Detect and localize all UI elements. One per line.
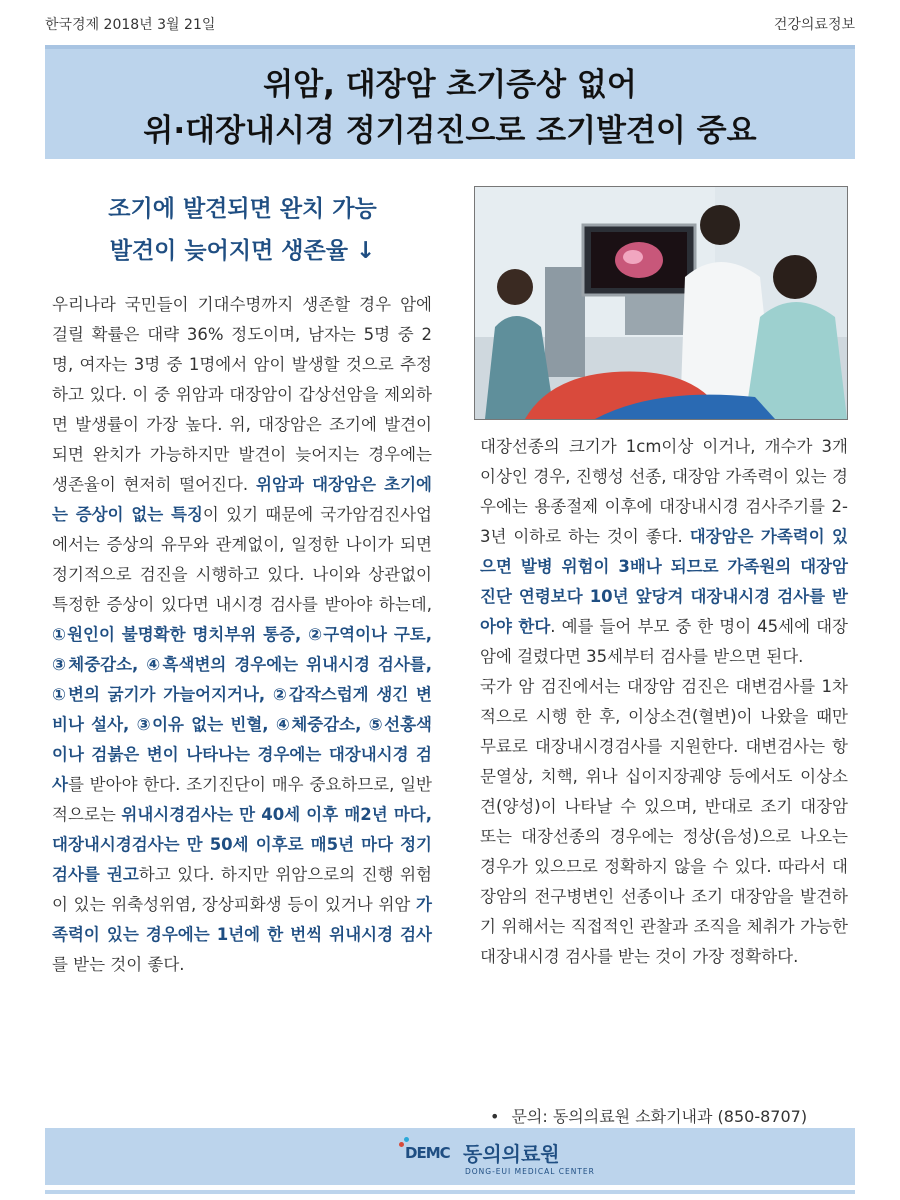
endoscopy-photo: [474, 186, 848, 420]
logo-dot-icon: [399, 1142, 404, 1147]
highlight-run: ①원인이 불명확한 명치부위 통증, ②구역이나 구토, ③체중감소, ④흑색변의 경우에는 위내시경 검사를, ①변의 굵기가 가늘어지거나, ②갑작스럽게 생긴 변비나 설사, ③이유 없는 빈혈, ④체중감소, ⑤선홍색이나 검붉은 변이 나타나는 경우에는 대장내시경 검사: [52, 625, 432, 794]
highlight-run: 가족력이 있는 경우에는 1년에 한 번씩 위내시경 검사: [52, 895, 432, 944]
footer-rule: [45, 1190, 855, 1194]
footer-band: [45, 1128, 855, 1185]
left-paragraph: [52, 290, 432, 980]
contact-text: 문의: 동의의료원 소화기내과 (850-8707): [511, 1107, 808, 1126]
text-run: 대장선종의 크기가 1cm이상 이거나, 개수가 3개 이상인 경우, 진행성 선종, 대장암 가족력이 있는 경우에는 용종절제 이후에 대장내시경 검사주기를 2-3년 이하로 하는 것이 좋다.: [480, 437, 848, 546]
logo-subtext: DONG-EUI MEDICAL CENTER: [465, 1167, 595, 1176]
subhead-line-1: 조기에 발견되면 완치 가능: [108, 196, 377, 222]
contact-line: [490, 1104, 807, 1127]
headline-line-1: 위암, 대장암 초기증상 없어: [263, 67, 637, 103]
header-line: [45, 10, 855, 32]
text-run: 우리나라 국민들이 기대수명까지 생존할 경우 암에 걸릴 확률은 대략 36% 정도이며, 남자는 5명 중 2명, 여자는 3명 중 1명에서 암이 발생할 것으로 추정하고 있다. 이 중 위암과 대장암이 갑상선암을 제외하면 발생률이 가장 높다. 위, 대장암은 조기에 발견이 되면 완치가 가능하지만 발견이 늦어지는 경우에는 생존율이 현저히 떨어진다.: [52, 295, 432, 494]
logo-dot-icon: [404, 1137, 409, 1142]
right-column: [480, 432, 848, 972]
logo-mark: DEMC: [405, 1144, 450, 1162]
subhead-line-2: 발견이 늦어지면 생존율 ↓: [109, 238, 376, 264]
headline-rule: [45, 155, 855, 159]
hospital-logo: [405, 1136, 605, 1180]
bullet-icon: •: [490, 1107, 500, 1126]
text-run: 를 받는 것이 좋다.: [52, 955, 185, 974]
highlight-run: 위내시경검사는 만 40세 이후 매2년 마다, 대장내시경검사는 만 50세 이후로 매5년 마다 정기검사를 권고: [52, 805, 432, 884]
left-column: [52, 290, 432, 980]
right-paragraph-2: 국가 암 검진에서는 대장암 검진은 대변검사를 1차적으로 시행 한 후, 이상소견(혈변)이 나왔을 때만 무료로 대장내시경검사를 지원한다. 대변검사는 항문열상, 치핵, 위나 십이지장궤양 등에서도 이상소견(양성)이 나타날 수 있으며, 반대로 조기 대장암 또는 대장선종의 경우에는 정상(음성)으로 나오는 경우가 있으므로 정확하지 않을 수 있다. 따라서 대장암의 전구병변인 선종이나 조기 대장암을 발견하기 위해서는 직접적인 관찰과 조직을 체취가 가능한 대장내시경 검사를 받는 것이 가장 정확하다.: [480, 677, 848, 966]
headline-box: [45, 45, 855, 157]
logo-name: 동의의료원: [463, 1142, 560, 1166]
headline-line-2: 위·대장내시경 정기검진으로 조기발견이 중요: [143, 113, 757, 149]
text-run: 이 있기 때문에 국가암검진사업에서는 증상의 유무와 관계없이, 일정한 나이가 되면 정기적으로 검진을 시행하고 있다. 나이와 상관없이 특정한 증상이 있다면 내시경 검사를 받아야 하는데,: [52, 505, 432, 614]
highlight-run: 대장암은 가족력이 있으면 발병 위험이 3배나 되므로 가족원의 대장암 진단 연령보다 10년 앞당겨 대장내시경 검사를 받아야 한다: [480, 527, 848, 636]
source-date: 한국경제 2018년 3월 21일: [45, 17, 216, 33]
section-label: 건강의료정보: [773, 17, 855, 33]
highlight-run: 위암과 대장암은 초기에는 증상이 없는 특징: [52, 475, 432, 524]
text-run: . 예를 들어 부모 중 한 명이 45세에 대장암에 걸렸다면 35세부터 검사를 받으면 된다.: [480, 617, 848, 666]
text-run: 하고 있다. 하지만 위암으로의 진행 위험이 있는 위축성위염, 장상피화생 등이 있거나 위암: [52, 865, 432, 914]
text-run: 를 받아야 한다. 조기진단이 매우 중요하므로, 일반적으로는: [52, 775, 432, 824]
right-paragraph-1: [480, 432, 848, 672]
